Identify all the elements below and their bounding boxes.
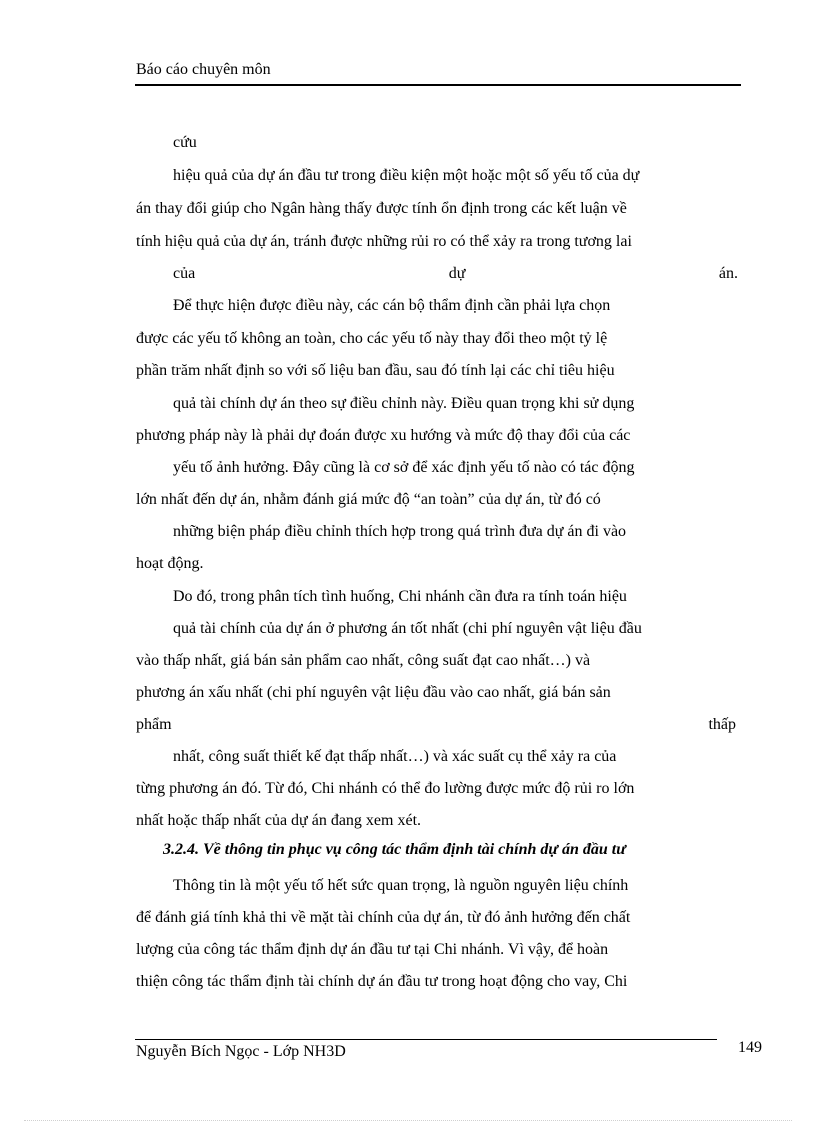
- page-edge-divider: [24, 1120, 792, 1121]
- header-divider: [135, 84, 741, 86]
- body-line: hiệu quả của dự án đầu tư trong điều kiện một hoặc một số yếu tố của dự: [173, 167, 640, 184]
- body-line: phần trăm nhất định so với số liệu ban đầu, sau đó tính lại các chỉ tiêu hiệu: [136, 362, 615, 379]
- body-line-justified: [173, 265, 738, 283]
- footer-author: Nguyễn Bích Ngọc - Lớp NH3D: [136, 1043, 346, 1060]
- word: dự: [448, 265, 466, 282]
- body-line: vào thấp nhất, giá bán sản phẩm cao nhất, công suất đạt cao nhất…) và: [136, 652, 591, 669]
- body-line: Thông tin là một yếu tố hết sức quan trọng, là nguồn nguyên liệu chính: [173, 877, 629, 894]
- word: phẩm: [136, 716, 172, 733]
- word: án.: [718, 265, 738, 282]
- body-line: quả tài chính dự án theo sự điều chỉnh này. Điều quan trọng khi sử dụng: [173, 395, 635, 412]
- body-line: án thay đổi giúp cho Ngân hàng thấy được tính ổn định trong các kết luận về: [136, 200, 627, 217]
- body-line: hoạt động.: [136, 555, 204, 572]
- body-line: Để thực hiện được điều này, các cán bộ thẩm định cần phải lựa chọn: [173, 297, 611, 314]
- footer-divider: [135, 1039, 717, 1040]
- body-line: lớn nhất đến dự án, nhằm đánh giá mức độ “an toàn” của dự án, từ đó có: [136, 491, 601, 508]
- word: của: [173, 265, 196, 282]
- body-line: nhất hoặc thấp nhất của dự án đang xem xét.: [136, 812, 422, 829]
- page-header-title: Báo cáo chuyên môn: [136, 61, 271, 78]
- body-line: được các yếu tố không an toàn, cho các yếu tố này thay đổi theo một tỷ lệ: [136, 330, 608, 347]
- body-line-justified: [136, 716, 736, 734]
- body-line: phương án xấu nhất (chi phí nguyên vật liệu đầu vào cao nhất, giá bán sản: [136, 684, 611, 701]
- body-line: yếu tố ảnh hưởng. Đây cũng là cơ sở để xác định yếu tố nào có tác động: [173, 459, 635, 476]
- body-line: để đánh giá tính khả thi về mặt tài chính của dự án, từ đó ảnh hưởng đến chất: [136, 909, 631, 926]
- body-line: nhất, công suất thiết kế đạt thấp nhất…) và xác suất cụ thể xảy ra của: [173, 748, 617, 765]
- body-line: những biện pháp điều chỉnh thích hợp trong quá trình đưa dự án đi vào: [173, 523, 627, 540]
- body-line: Do đó, trong phân tích tình huống, Chi nhánh cần đưa ra tính toán hiệu: [173, 588, 627, 605]
- body-line: từng phương án đó. Từ đó, Chi nhánh có thể đo lường được mức độ rủi ro lớn: [136, 780, 635, 797]
- body-line: lượng của công tác thẩm định dự án đầu tư tại Chi nhánh. Vì vậy, để hoàn: [136, 941, 609, 958]
- page-number: 149: [738, 1039, 762, 1056]
- section-heading: 3.2.4. Về thông tin phục vụ công tác thẩm định tài chính dự án đầu tư: [163, 841, 626, 858]
- body-line: phương pháp này là phải dự đoán được xu hướng và mức độ thay đổi của các: [136, 427, 631, 444]
- body-line: thiện công tác thẩm định tài chính dự án đầu tư trong hoạt động cho vay, Chi: [136, 973, 628, 990]
- word: thấp: [708, 716, 736, 733]
- body-line: quả tài chính của dự án ở phương án tốt nhất (chi phí nguyên vật liệu đầu: [173, 620, 642, 637]
- body-line: tính hiệu quả của dự án, tránh được những rủi ro có thể xảy ra trong tương lai: [136, 233, 632, 250]
- body-line: cứu: [173, 134, 197, 151]
